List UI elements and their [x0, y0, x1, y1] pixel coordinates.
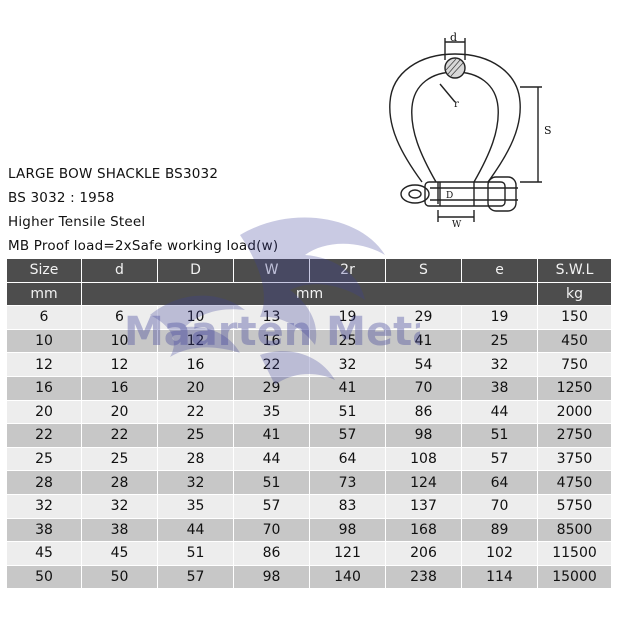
cell-size: 32 [7, 494, 82, 518]
cell-w: 16 [234, 329, 310, 353]
unit-size: mm [7, 282, 82, 306]
cell-s: 206 [386, 542, 462, 566]
cell-w: 44 [234, 447, 310, 471]
unit-dimensions: mm [82, 282, 538, 306]
cell-2r: 98 [310, 518, 386, 542]
cell-s: 124 [386, 471, 462, 495]
table-row [7, 518, 612, 542]
cell-swl: 750 [538, 353, 612, 377]
cell-2r: 57 [310, 424, 386, 448]
cell-size: 50 [7, 565, 82, 589]
header-row [7, 259, 612, 283]
cell-2r: 121 [310, 542, 386, 566]
cell-s: 238 [386, 565, 462, 589]
cell-w: 35 [234, 400, 310, 424]
cell-swl: 11500 [538, 542, 612, 566]
cell-D: 32 [158, 471, 234, 495]
cell-size: 6 [7, 306, 82, 330]
unit-swl: kg [538, 282, 612, 306]
cell-s: 137 [386, 494, 462, 518]
cell-D: 10 [158, 306, 234, 330]
dim-s-label: S [544, 124, 552, 137]
header-2r: 2r [310, 259, 386, 283]
cell-swl: 5750 [538, 494, 612, 518]
spec-table [6, 258, 612, 589]
cell-2r: 64 [310, 447, 386, 471]
cell-d: 32 [82, 494, 158, 518]
cell-size: 45 [7, 542, 82, 566]
cell-w: 86 [234, 542, 310, 566]
cell-D: 35 [158, 494, 234, 518]
dim-r-label: r [454, 99, 459, 110]
dim-d-label: d [450, 32, 458, 44]
title-line-2: BS 3032 : 1958 [8, 190, 115, 206]
cell-D: 57 [158, 565, 234, 589]
cell-s: 108 [386, 447, 462, 471]
cell-e: 38 [462, 376, 538, 400]
table-row [7, 494, 612, 518]
cell-d: 22 [82, 424, 158, 448]
cell-e: 89 [462, 518, 538, 542]
cell-size: 16 [7, 376, 82, 400]
cell-d: 16 [82, 376, 158, 400]
dim-D-label: D [446, 191, 454, 201]
cell-d: 28 [82, 471, 158, 495]
header-s: S [386, 259, 462, 283]
cell-size: 28 [7, 471, 82, 495]
watermark-text: Maarten Met [124, 309, 413, 355]
units-row [7, 282, 612, 306]
cell-e: 70 [462, 494, 538, 518]
dim-w-label: W [452, 220, 462, 230]
cell-d: 12 [82, 353, 158, 377]
cell-swl: 2000 [538, 400, 612, 424]
cell-swl: 8500 [538, 518, 612, 542]
cell-swl: 2750 [538, 424, 612, 448]
header-swl: S.W.L [538, 259, 612, 283]
cell-e: 102 [462, 542, 538, 566]
cell-s: 29 [386, 306, 462, 330]
cell-d: 25 [82, 447, 158, 471]
cell-s: 168 [386, 518, 462, 542]
cell-swl: 3750 [538, 447, 612, 471]
cell-size: 12 [7, 353, 82, 377]
cell-2r: 73 [310, 471, 386, 495]
table-row [7, 306, 612, 330]
cell-s: 86 [386, 400, 462, 424]
cell-D: 44 [158, 518, 234, 542]
header-D: D [158, 259, 234, 283]
shackle-diagram [370, 32, 590, 236]
cell-2r: 140 [310, 565, 386, 589]
cell-swl: 450 [538, 329, 612, 353]
cell-e: 114 [462, 565, 538, 589]
header-d: d [82, 259, 158, 283]
cell-D: 51 [158, 542, 234, 566]
cell-w: 70 [234, 518, 310, 542]
cell-e: 19 [462, 306, 538, 330]
cell-D: 12 [158, 329, 234, 353]
cell-swl: 15000 [538, 565, 612, 589]
cell-e: 51 [462, 424, 538, 448]
cell-2r: 19 [310, 306, 386, 330]
cell-2r: 25 [310, 329, 386, 353]
cell-d: 38 [82, 518, 158, 542]
cell-D: 20 [158, 376, 234, 400]
cell-D: 22 [158, 400, 234, 424]
cell-size: 20 [7, 400, 82, 424]
cell-w: 51 [234, 471, 310, 495]
cell-size: 22 [7, 424, 82, 448]
cell-d: 10 [82, 329, 158, 353]
cell-swl: 4750 [538, 471, 612, 495]
cell-d: 20 [82, 400, 158, 424]
cell-D: 25 [158, 424, 234, 448]
cell-w: 41 [234, 424, 310, 448]
cell-w: 22 [234, 353, 310, 377]
table-row [7, 471, 612, 495]
table-row [7, 424, 612, 448]
cell-swl: 150 [538, 306, 612, 330]
title-line-3: Higher Tensile Steel [8, 214, 146, 230]
cell-e: 32 [462, 353, 538, 377]
cell-2r: 41 [310, 376, 386, 400]
cell-w: 57 [234, 494, 310, 518]
cell-w: 98 [234, 565, 310, 589]
cell-w: 29 [234, 376, 310, 400]
cell-s: 54 [386, 353, 462, 377]
cell-d: 6 [82, 306, 158, 330]
table-row [7, 376, 612, 400]
cell-s: 41 [386, 329, 462, 353]
cell-d: 50 [82, 565, 158, 589]
table-row [7, 329, 612, 353]
table-row [7, 542, 612, 566]
table-row [7, 565, 612, 589]
header-e: e [462, 259, 538, 283]
cell-2r: 32 [310, 353, 386, 377]
cell-D: 28 [158, 447, 234, 471]
cell-d: 45 [82, 542, 158, 566]
cell-e: 57 [462, 447, 538, 471]
title-line-1: LARGE BOW SHACKLE BS3032 [8, 166, 219, 182]
cell-e: 44 [462, 400, 538, 424]
cell-s: 98 [386, 424, 462, 448]
cell-e: 25 [462, 329, 538, 353]
cell-w: 13 [234, 306, 310, 330]
table-row [7, 353, 612, 377]
title-line-4: MB Proof load=2xSafe working load(w) [8, 238, 279, 254]
cell-e: 64 [462, 471, 538, 495]
title-block [8, 162, 278, 258]
cell-s: 70 [386, 376, 462, 400]
cell-swl: 1250 [538, 376, 612, 400]
cell-D: 16 [158, 353, 234, 377]
header-w: W [234, 259, 310, 283]
header-size: Size [7, 259, 82, 283]
cell-2r: 51 [310, 400, 386, 424]
cell-size: 25 [7, 447, 82, 471]
cell-size: 38 [7, 518, 82, 542]
table-row [7, 447, 612, 471]
table-row [7, 400, 612, 424]
cell-size: 10 [7, 329, 82, 353]
cell-2r: 83 [310, 494, 386, 518]
